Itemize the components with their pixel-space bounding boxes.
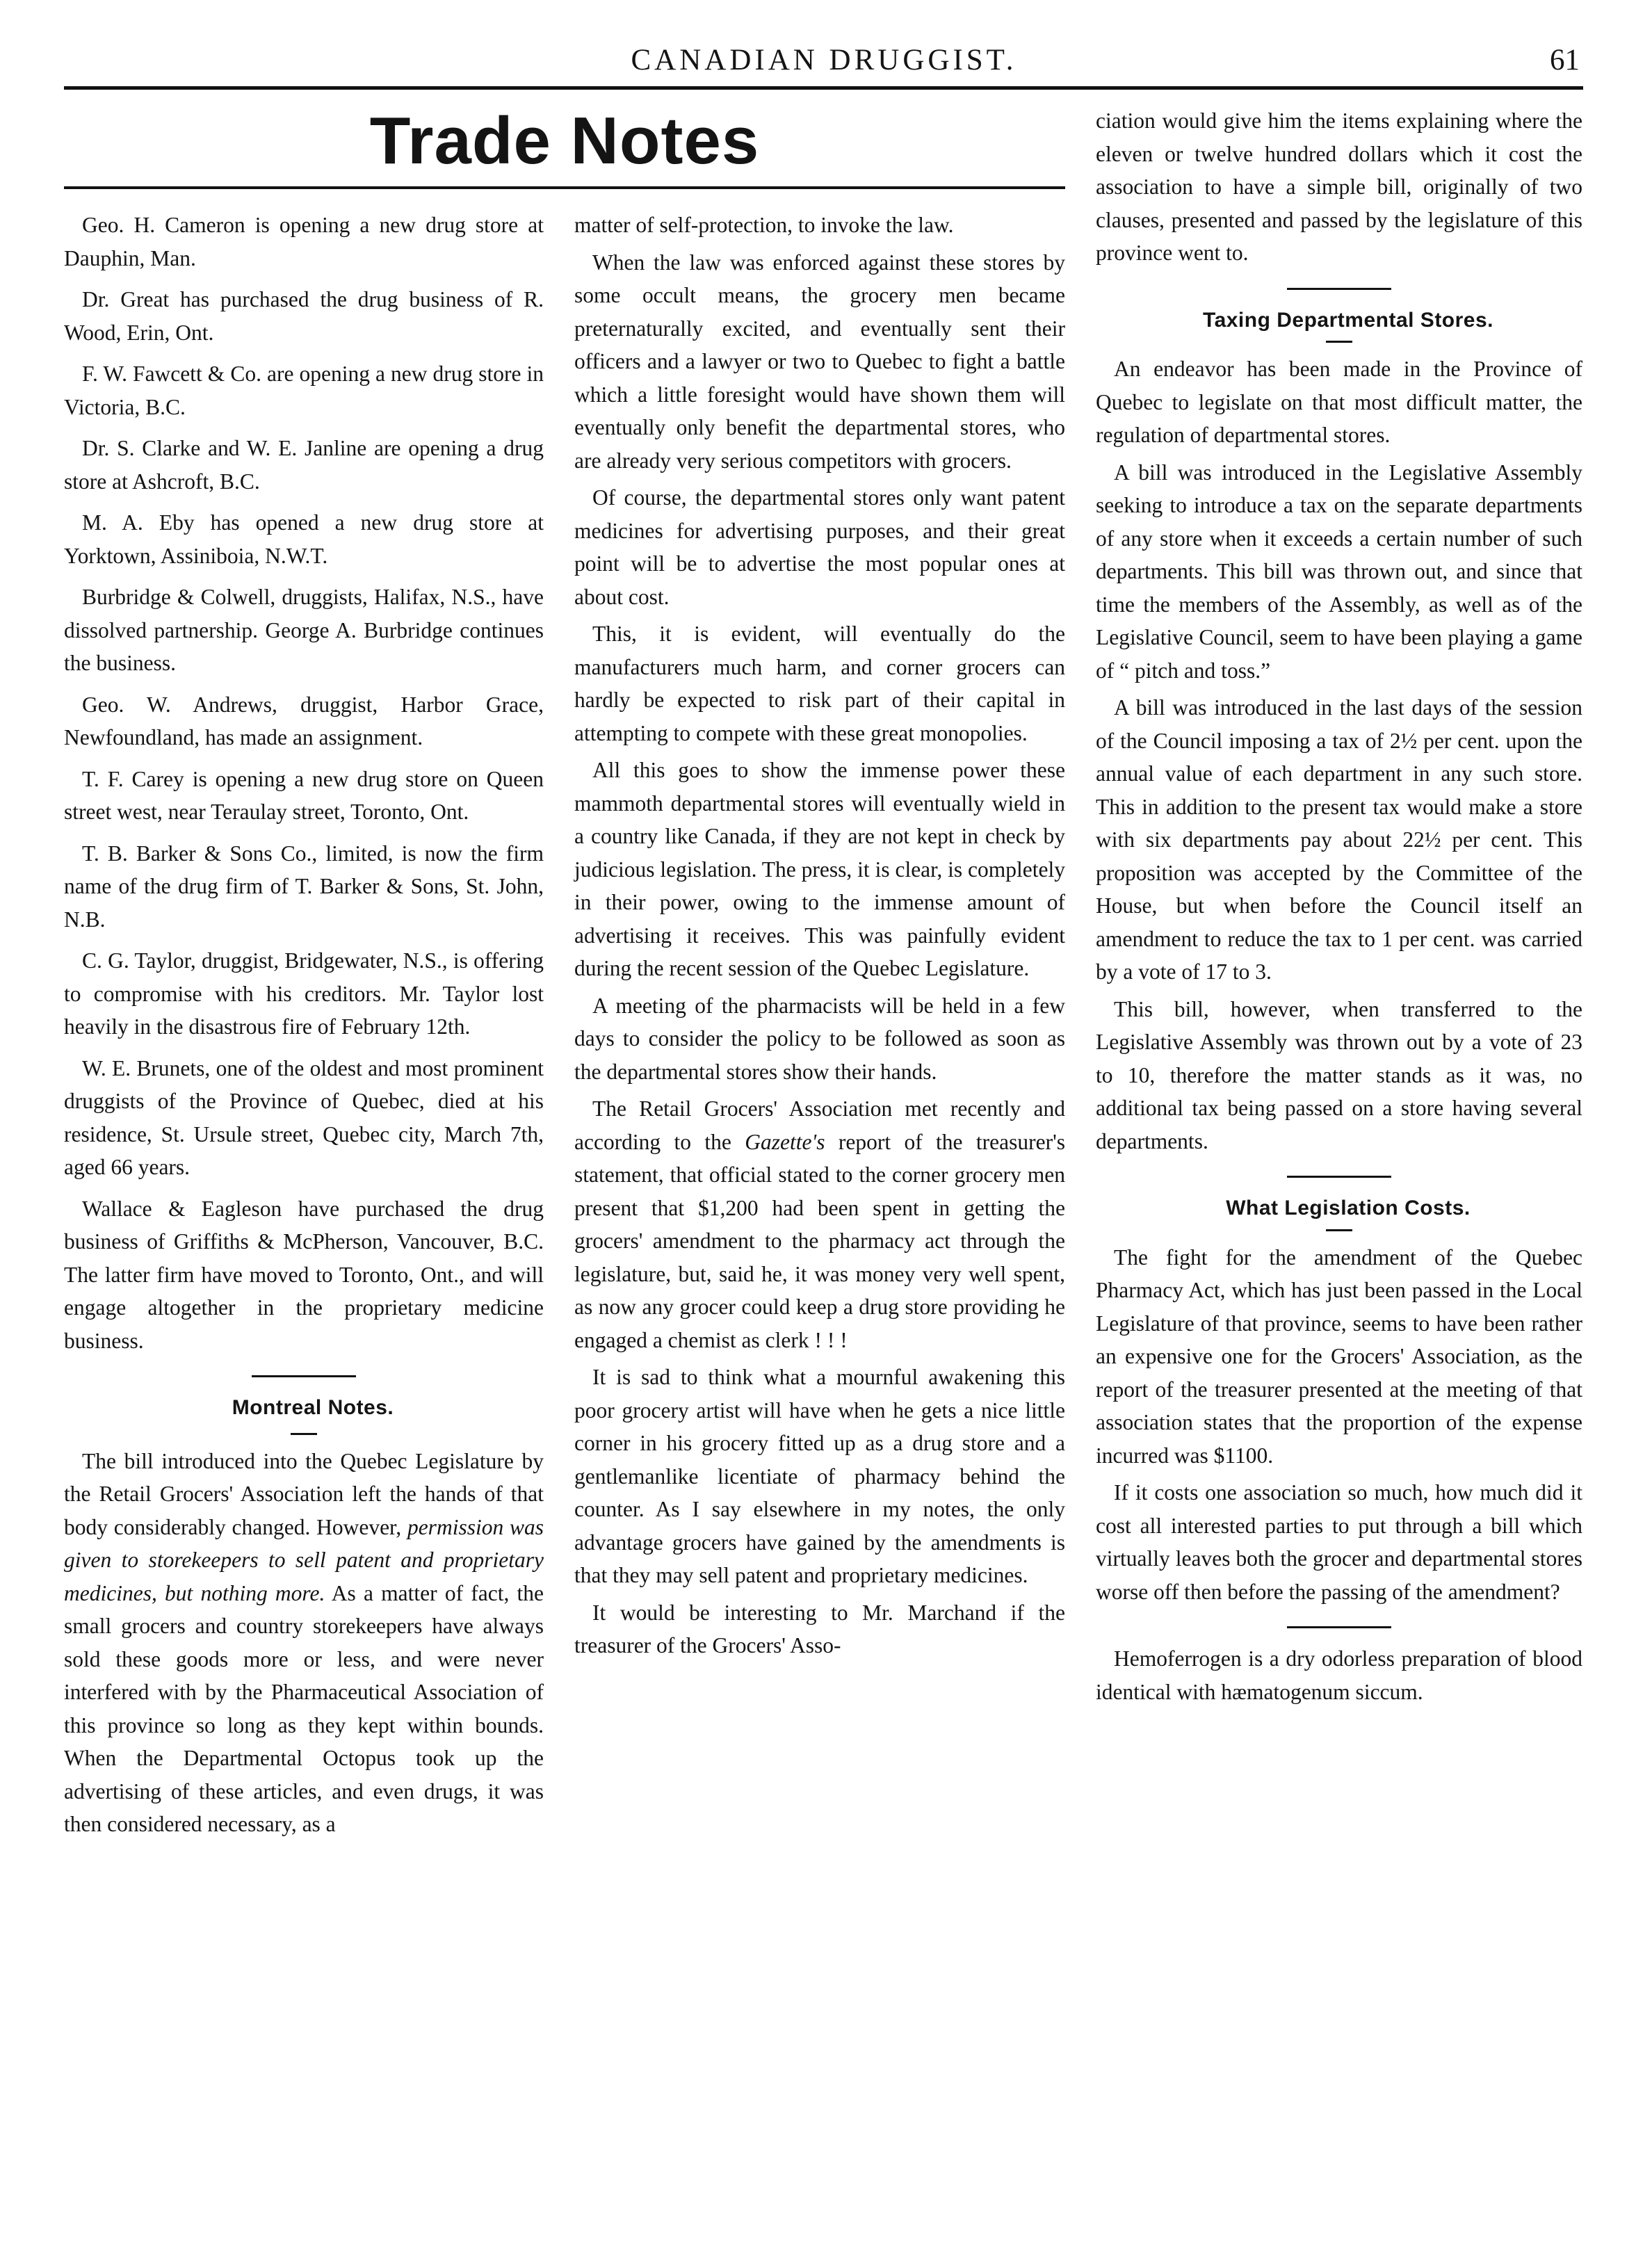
title-rule <box>64 186 1065 189</box>
paragraph: All this goes to show the immense power these mammoth departmental stores will eventually wield in a country like Canada, if they are not kept in check by judicious legislation. The press, it is clear, is completely in their power, owing to the immense amount of advertising it receives. This was painfully evident during the recent session of the Quebec Legislature. <box>574 758 1065 980</box>
trade-note: F. W. Fawcett & Co. are opening a new drug store in Victoria, B.C. <box>64 362 544 419</box>
running-title: CANADIAN DRUGGIST. <box>631 44 1017 76</box>
page-number: 61 <box>1550 44 1580 76</box>
paragraph: A bill was introduced in the last days of the session of the Council imposing a tax of 2½ per cent. upon the annual value of each department in any such store. This in addition to the present tax would make a store with six departments pay about 22½ per cent. This proposition was accepted by the Committee of the House, but when before the Council itself an amendment to reduce the tax to 1 per cent. was carried by a vote of 17 to 3. <box>1096 695 1582 984</box>
trade-note: W. E. Brunets, one of the oldest and most prominent druggists of the Province of Quebec, died at his residence, St. Ursule street, Quebec city, March 7th, aged 66 years. <box>64 1055 544 1179</box>
heading-rule <box>291 1433 317 1435</box>
trade-note: T. F. Carey is opening a new drug store on Queen street west, near Teraulay street, Toronto, Ont. <box>64 766 544 824</box>
trade-note: Dr. Great has purchased the drug business of R. Wood, Erin, Ont. <box>64 287 544 345</box>
taxing-heading: Taxing Departmental Stores. <box>1202 308 1494 332</box>
text-run: The bill introduced into the Quebec Legislature by the Retail Grocers' Association left the hands of that body considerably changed. However, <box>64 1448 544 1539</box>
column-2 <box>574 209 1065 1667</box>
trade-note: T. B. Barker & Sons Co., limited, is now the firm name of the drug firm of T. Barker & Sons, St. John, N.B. <box>64 841 544 932</box>
section-divider <box>1287 1626 1391 1628</box>
paragraph: matter of self-protection, to invoke the law. <box>574 213 954 237</box>
trade-note: Geo. H. Cameron is opening a new drug store at Dauphin, Man. <box>64 213 544 270</box>
emphasis-text: Gazette's <box>745 1129 825 1154</box>
paragraph: A meeting of the pharmacists will be held in a few days to consider the policy to be followed as soon as the departmental stores show their hands. <box>574 993 1065 1084</box>
paragraph: This, it is evident, will eventually do the manufacturers much harm, and corner grocers can hardly be expected to risk part of their capital in attempting to compete with these great monopolies. <box>574 622 1065 745</box>
trade-note: Geo. W. Andrews, druggist, Harbor Grace, Newfoundland, has made an assignment. <box>64 692 544 749</box>
section-divider <box>1287 1176 1391 1178</box>
heading-rule <box>1326 341 1352 343</box>
trade-note: Burbridge & Colwell, druggists, Halifax, N.S., have dissolved partnership. George A. Burbridge continues the business. <box>64 585 544 675</box>
column-3 <box>1096 104 1582 1712</box>
montreal-paragraph <box>64 1445 544 1841</box>
section-divider <box>1287 288 1391 290</box>
trade-note: C. G. Taylor, druggist, Bridgewater, N.S., is offering to compromise with his creditors. Mr. Taylor lost heavily in the disastrous fire of February 12th. <box>64 948 544 1039</box>
paragraph: A bill was introduced in the Legislative Assembly seeking to introduce a tax on the separate departments of any store when it exceeds a certain number of such departments. This bill was thrown out, and since that time the members of the Assembly, as well as of the Legislative Council, seem to have been playing a game of “ pitch and toss.” <box>1096 460 1582 683</box>
paragraph: This bill, however, when transferred to the Legislative Assembly was thrown out by a vote of 23 to 10, therefore the matter stands as it was, no additional tax being passed on a store having several departments. <box>1096 996 1582 1153</box>
trade-note: Wallace & Eagleson have purchased the drug business of Griffiths & McPherson, Vancouver, B.C. The latter firm have moved to Toronto, Ont., and will engage altogether in the proprietary medicine business. <box>64 1196 544 1353</box>
trade-note: M. A. Eby has opened a new drug store at Yorktown, Assiniboia, N.W.T. <box>64 510 544 568</box>
paragraph: ciation would give him the items explaining where the eleven or twelve hundred dollars which it cost the association to have a simple bill, originally of two clauses, presented and passed by the legislature of this province went to. <box>1096 108 1582 265</box>
montreal-notes-heading: Montreal Notes. <box>232 1396 394 1419</box>
paragraph <box>574 1092 1065 1356</box>
paragraph: When the law was enforced against these stores by some occult means, the grocery men became preternaturally excited, and eventually sent their officers and a lawyer or two to Quebec to fight a battle which a little foresight would have shown them will eventually only benefit the departmental stores, who are already very serious competitors with grocers. <box>574 250 1065 473</box>
text-run: report of the treasurer's statement, that official stated to the corner grocery men present that $1,200 had been spent in getting the grocers' amendment to the pharmacy act through the legislature, but, said he, it was money very well spent, as now any grocer could keep a drug store providing he engaged a chemist as clerk ! ! ! <box>574 1129 1066 1352</box>
paragraph: The fight for the amendment of the Quebec Pharmacy Act, which has just been passed in the Local Legislature of that province, seems to have been rather an expensive one for the Grocers' Association, as the report of the treasurer presented at the meeting of that association states that the proportion of the expense incurred was $1100. <box>1096 1245 1582 1468</box>
emphasis-text: permission was given to storekeepers to sell patent and proprietary medicines, but nothing more. <box>64 1514 544 1605</box>
paragraph: Of course, the departmental stores only want patent medicines for advertising purposes, and their great point will be to advertise the most popular ones at about cost. <box>574 485 1065 609</box>
section-divider <box>252 1375 356 1377</box>
paragraph: Hemoferrogen is a dry odorless preparation of blood identical with hæmatogenum siccum. <box>1096 1646 1582 1704</box>
header-rule <box>64 86 1583 90</box>
heading-rule <box>1326 1229 1352 1231</box>
paragraph: It would be interesting to Mr. Marchand if the treasurer of the Grocers' Asso- <box>574 1600 1065 1658</box>
paragraph: It is sad to think what a mournful awakening this poor grocery artist will have when he gets a nice little corner in his grocery fitted up as a drug store and a gentlemanlike licentiate of pharmacy behind the counter. As I say elsewhere in my notes, the only advantage grocers have gained by the amendments is that they may sell patent and proprietary medicines. <box>574 1365 1065 1587</box>
legislation-costs-heading: What Legislation Costs. <box>1226 1197 1471 1219</box>
section-title: Trade Notes <box>369 104 760 178</box>
trade-note: Dr. S. Clarke and W. E. Janline are opening a drug store at Ashcroft, B.C. <box>64 436 544 494</box>
page-header <box>63 43 1585 79</box>
paragraph: An endeavor has been made in the Province of Quebec to legislate on that most difficult matter, the regulation of departmental stores. <box>1096 357 1582 447</box>
text-run: As a matter of fact, the small grocers and country storekeepers have always sold these goods more or less, and were never interfered with by the Pharmaceutical Association of this province so long as they kept within bounds. When the Departmental Octopus took up the advertising of these articles, and even drugs, it was then considered necessary, as a <box>64 1580 544 1836</box>
column-1 <box>64 209 544 1849</box>
text-run: The Retail Grocers' Association met recently and according to the <box>574 1096 1065 1154</box>
paragraph: If it costs one association so much, how much did it cost all interested parties to put through a bill which virtually leaves both the grocer and departmental stores worse off then before the passing of the amendment? <box>1096 1480 1582 1604</box>
